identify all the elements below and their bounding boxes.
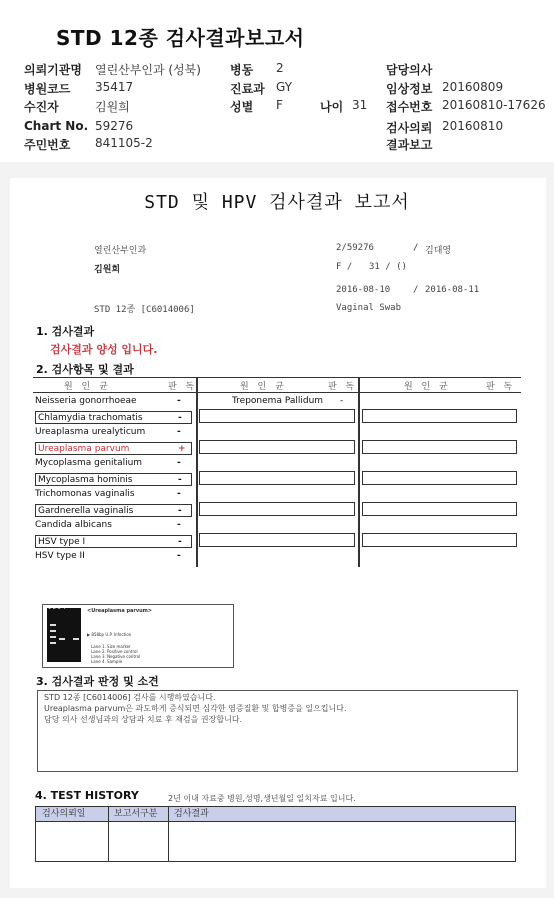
pathogen-name: Mycoplasma genitalium [35,458,143,468]
result-row [35,442,192,455]
pathogen-result: - [178,506,182,516]
clinical-info-value: 20160809 [442,80,504,94]
empty-result-box [199,440,355,454]
pathogen-result: - [177,520,181,530]
hospital-code-value: 35417 [95,80,134,94]
pathogen-result: - [177,458,181,468]
pathogen-result: - [177,489,181,499]
col-header-pathogen: 원 인 균 [240,382,287,392]
date-received: 2016-08-10 [336,285,391,295]
receipt-no-label: 접수번호 [386,100,433,114]
sex-label: 성별 [230,100,254,114]
gel-legend-1: Lane 1. Size marker [91,644,131,649]
empty-result-box [199,409,355,423]
institution-label: 의뢰기관명 [24,63,82,77]
gel-band [59,638,65,640]
pathogen-result: - [177,427,181,437]
empty-result-box [362,533,517,547]
section-2-heading: 2. 검사항목 및 결과 [36,363,134,376]
pathogen-result: + [178,444,186,454]
hospital-code-label: 병원코드 [24,82,71,96]
section-3-heading: 3. 검사결과 판정 및 소견 [36,675,159,688]
age-label: 나이 [320,100,344,114]
patient-name: 김원희 [94,265,121,275]
col-header-result: 판 독 [486,382,516,392]
resident-no-label: 주민번호 [24,138,71,152]
pathogen-result: - [177,396,181,406]
history-table [35,806,516,862]
result-row [35,488,192,501]
dept-label: 진료과 [230,82,265,96]
pathogen-name: Ureaplasma urealyticum [35,427,146,437]
dept-value: GY [276,80,293,94]
col-header-result: 판 독 [328,382,358,392]
gel-band [50,624,56,626]
gel-band [50,630,56,632]
history-divider [168,807,169,861]
gel-band [50,642,56,644]
finding-line-3: 담당 의사 선생님과의 상담과 치료 후 재검을 권장합니다. [44,715,243,724]
result-row [35,550,192,563]
gel-lane-labels: 1 2 3 4 [48,605,66,611]
test-request-value: 20160810 [442,119,504,133]
col-header-result: 판 독 [168,382,198,392]
result-row [35,395,192,408]
patient-label: 수진자 [24,100,59,114]
ward-value: 2 [276,61,284,75]
age-paren: 31 / () [369,262,407,272]
doctor-name: 김대영 [425,246,452,256]
pathogen-name: Ureaplasma parvum [38,444,130,454]
separator: / [413,243,419,253]
empty-result-box [362,471,517,485]
history-col-type: 보고서구분 [114,809,158,819]
col-header-pathogen: 원 인 균 [64,382,111,392]
gel-legend-3: Lane 3. Negative control [91,654,141,659]
pathogen-result: - [177,551,181,561]
clinic-name: 열린산부인과 [94,246,147,256]
sex-age: F / [336,262,353,272]
section-1-heading: 1. 검사결과 [36,325,95,338]
empty-result-box [362,440,517,454]
specimen: Vaginal Swab [336,303,402,313]
receipt-no-value: 20160810-17626 [442,98,546,112]
gel-title: <Ureaplasma parvum> [87,608,153,614]
pathogen-name: Trichomonas vaginalis [35,489,135,499]
empty-result-box [199,471,355,485]
gel-legend-4: Lane 4. Sample [91,659,123,664]
history-col-result: 검사결과 [174,809,209,819]
history-note: 2년 이내 자료중 병원,성명,생년월일 일치자료 입니다. [168,794,356,803]
result-row [35,473,192,486]
history-col-date: 검사의뢰일 [42,809,86,819]
separator: / [413,285,419,295]
date-reported: 2016-08-11 [425,285,480,295]
test-code: STD 12종 [C6014006] [94,305,195,315]
history-divider [108,807,109,861]
pathogen-name: HSV type II [35,551,85,561]
grid-header-line [33,392,521,393]
section-4-heading: 4. TEST HISTORY [35,789,139,802]
empty-result-box [362,409,517,423]
institution-value: 열린산부인과 (성북) [95,63,201,77]
report-label: 결과보고 [386,138,433,152]
chart-no-label: Chart No. [24,119,89,133]
empty-result-box [199,502,355,516]
doctor-label: 담당의사 [386,63,433,77]
pathogen-name: Neisseria gonorrhoeae [35,396,137,406]
grid-top-line [33,377,521,378]
report-title: STD 및 HPV 검사결과 보고서 [144,192,410,213]
result-message: 검사결과 양성 입니다. [50,343,158,356]
pathogen-name: HSV type I [38,537,86,547]
gel-band-label: ▶ 858bp U.P. Infection [87,632,132,637]
pathogen-result: - [178,413,182,423]
test-request-label: 검사의뢰 [386,121,433,135]
pathogen-name: Candida albicans [35,520,112,530]
grid-divider [358,377,360,567]
page-title: STD 12종 검사결과보고서 [56,26,305,50]
pathogen-name: Chlamydia trachomatis [38,413,143,423]
empty-result-box [199,533,355,547]
clinical-info-label: 임상정보 [386,82,433,96]
pathogen-name: Gardnerella vaginalis [38,506,134,516]
sex-value: F [276,98,283,112]
ward-label: 병동 [230,63,254,77]
finding-line-1: STD 12종 [C6014006] 검사를 시행하였습니다. [44,693,216,702]
col2-result: - [340,396,344,406]
empty-result-box [362,502,517,516]
pathogen-name: Mycoplasma hominis [38,475,133,485]
result-row [35,519,192,532]
gel-legend-2: Lane 2. Positive control [91,649,138,654]
resident-no-value: 841105-2 [95,136,153,150]
result-row [35,504,192,517]
finding-line-2: Ureaplasma parvum은 과도하게 증식되면 심각한 염증질환 및 합병증을 일으킵니다. [44,704,347,713]
result-row [35,457,192,470]
grid-divider [196,377,198,567]
pathogen-result: - [178,475,182,485]
col2-pathogen: Treponema Pallidum [232,396,324,406]
result-row [35,411,192,424]
gel-electrophoresis-image [42,604,234,668]
chart-number: 2/59276 [336,243,374,253]
result-row [35,426,192,439]
patient-value: 김원희 [95,100,130,114]
col-header-pathogen: 원 인 균 [404,382,451,392]
gel-photo [47,608,81,662]
age-value: 31 [352,98,368,112]
gel-band [50,636,56,638]
result-row [35,535,192,548]
gel-band [73,638,79,640]
report-header [0,0,554,162]
chart-no-value: 59276 [95,119,134,133]
pathogen-result: - [178,537,182,547]
